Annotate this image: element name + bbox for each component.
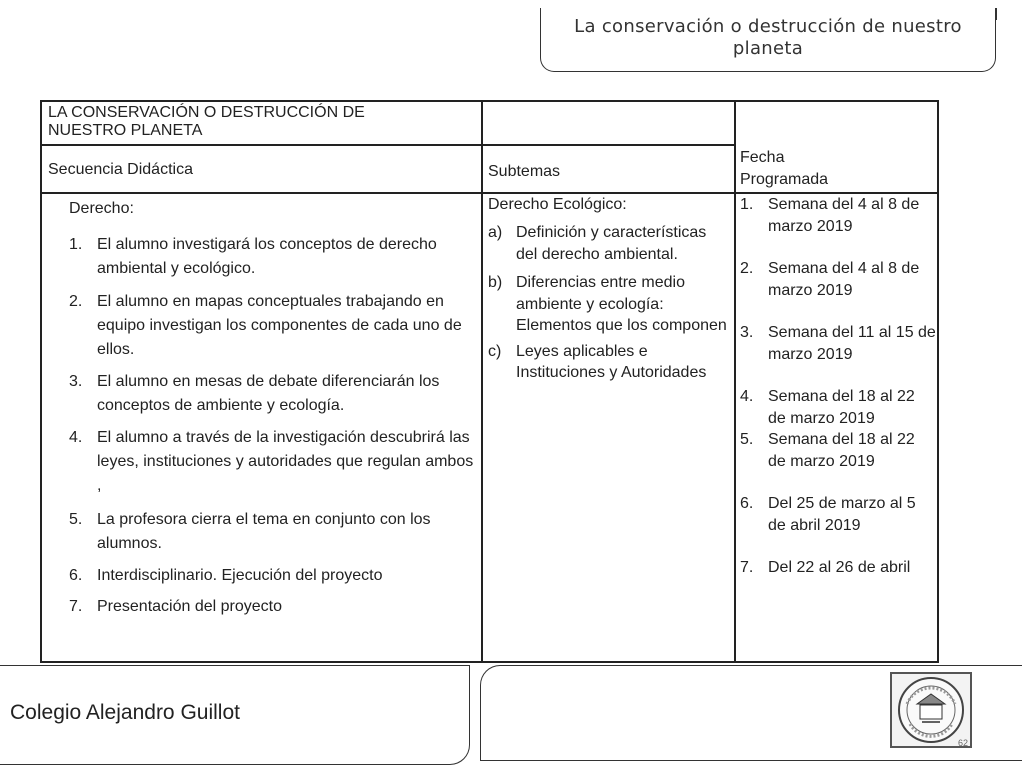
subtopic-item — [488, 341, 728, 384]
sequence-item-text: El alumno investigará los conceptos de derecho ambiental y ecológico. — [97, 236, 437, 277]
sequence-item-text: Presentación del proyecto — [97, 598, 282, 615]
date-item-text: Semana del 18 al 22 de marzo 2019 — [768, 388, 915, 427]
sequence-item-number: 5. — [69, 511, 83, 528]
subtopic-item-text: Diferencias entre medio ambiente y ecología: Elementos que los componen — [516, 274, 727, 334]
page-number: 62 — [958, 738, 969, 748]
subtopic-item — [488, 272, 728, 337]
subtopic-item-number: b) — [488, 274, 503, 291]
subtopic-item-text: Definición y características del derecho ambiental. — [516, 224, 707, 263]
date-item-text: Semana del 18 al 22 de marzo 2019 — [768, 431, 915, 470]
sequence-item-text: El alumno en mapas conceptuales trabajando en equipo investigan los componentes de cada uno de ellos. — [97, 293, 462, 358]
date-item — [740, 493, 936, 536]
school-name: Colegio Alejandro Guillot — [10, 701, 240, 724]
date-item-text: Del 22 al 26 de abril — [768, 559, 911, 576]
table-title — [48, 104, 468, 140]
sequence-cell — [69, 199, 479, 619]
sequence-item-text: El alumno a través de la investigación descubrirá las leyes, instituciones y autoridades que regulan ambos , — [97, 429, 474, 494]
date-item-number: 6. — [740, 495, 754, 512]
date-item-number: 2. — [740, 260, 754, 277]
sequence-item-text: La profesora cierra el tema en conjunto con los alumnos. — [97, 511, 431, 552]
derecho-label: Derecho: — [69, 200, 134, 217]
col-header-subtopics: Subtemas — [488, 163, 561, 180]
col-header-date — [740, 147, 828, 191]
school-seal-icon — [890, 672, 972, 748]
date-item — [740, 386, 936, 429]
dates-cell — [740, 194, 936, 579]
sequence-list — [69, 233, 479, 619]
footer — [0, 663, 1024, 768]
date-item — [740, 258, 936, 301]
subtopic-title: Derecho Ecológico: — [488, 196, 627, 213]
date-item — [740, 429, 936, 472]
table-title-line2: NUESTRO PLANETA — [48, 122, 203, 139]
date-item-number: 5. — [740, 431, 754, 448]
subtopic-item-number: a) — [488, 224, 503, 241]
dates-list — [740, 194, 936, 579]
sequence-item — [69, 290, 479, 362]
sequence-item-number: 2. — [69, 293, 83, 310]
row-divider — [482, 144, 735, 146]
date-item-number: 3. — [740, 324, 754, 341]
sequence-item — [69, 426, 479, 498]
subtopic-item-text: Leyes aplicables e Instituciones y Autoridades — [516, 342, 707, 381]
subtopics-list — [488, 222, 728, 384]
col-header-sequence: Secuencia Didáctica — [48, 161, 193, 178]
sequence-item — [69, 508, 479, 556]
date-item — [740, 557, 936, 579]
sequence-item-number: 4. — [69, 429, 83, 446]
sequence-item — [69, 595, 479, 619]
date-item-number: 4. — [740, 388, 754, 405]
subtopic-item — [488, 222, 728, 265]
date-item-text: Semana del 4 al 8 de marzo 2019 — [768, 196, 920, 235]
sequence-item — [69, 564, 479, 588]
table-title-line1: LA CONSERVACIÓN O DESTRUCCIÓN DE — [48, 104, 365, 121]
subtopic-item-number: c) — [488, 342, 502, 360]
date-item-text: Del 25 de marzo al 5 de abril 2019 — [768, 495, 916, 534]
subtopics-cell — [488, 194, 728, 384]
sequence-item-number: 3. — [69, 373, 83, 390]
sequence-item-number: 6. — [69, 567, 83, 584]
date-item — [740, 322, 936, 365]
sequence-item — [69, 370, 479, 418]
date-item-number: 1. — [740, 196, 754, 213]
row-divider — [42, 144, 482, 146]
date-item — [740, 194, 936, 237]
col-header-date-line2: Programada — [740, 171, 829, 188]
col-header-date-line1: Fecha — [740, 149, 785, 166]
date-item-text: Semana del 4 al 8 de marzo 2019 — [768, 260, 920, 299]
date-item-text: Semana del 11 al 15 de marzo 2019 — [768, 324, 936, 363]
sequence-item-number: 1. — [69, 236, 83, 253]
date-item-number: 7. — [740, 559, 754, 576]
sequence-item — [69, 233, 479, 281]
slide-title — [540, 8, 996, 72]
slide-title-line2: planeta — [732, 38, 804, 59]
slide-title-line1: La conservación o destrucción de nuestro — [574, 16, 962, 37]
column-divider — [481, 102, 483, 661]
lesson-plan-table — [40, 100, 939, 663]
sequence-item-text: Interdisciplinario. Ejecución del proyecto — [97, 567, 383, 584]
column-divider — [734, 102, 736, 661]
sequence-item-number: 7. — [69, 598, 83, 615]
sequence-item-text: El alumno en mesas de debate diferenciarán los conceptos de ambiente y ecología. — [97, 373, 440, 414]
